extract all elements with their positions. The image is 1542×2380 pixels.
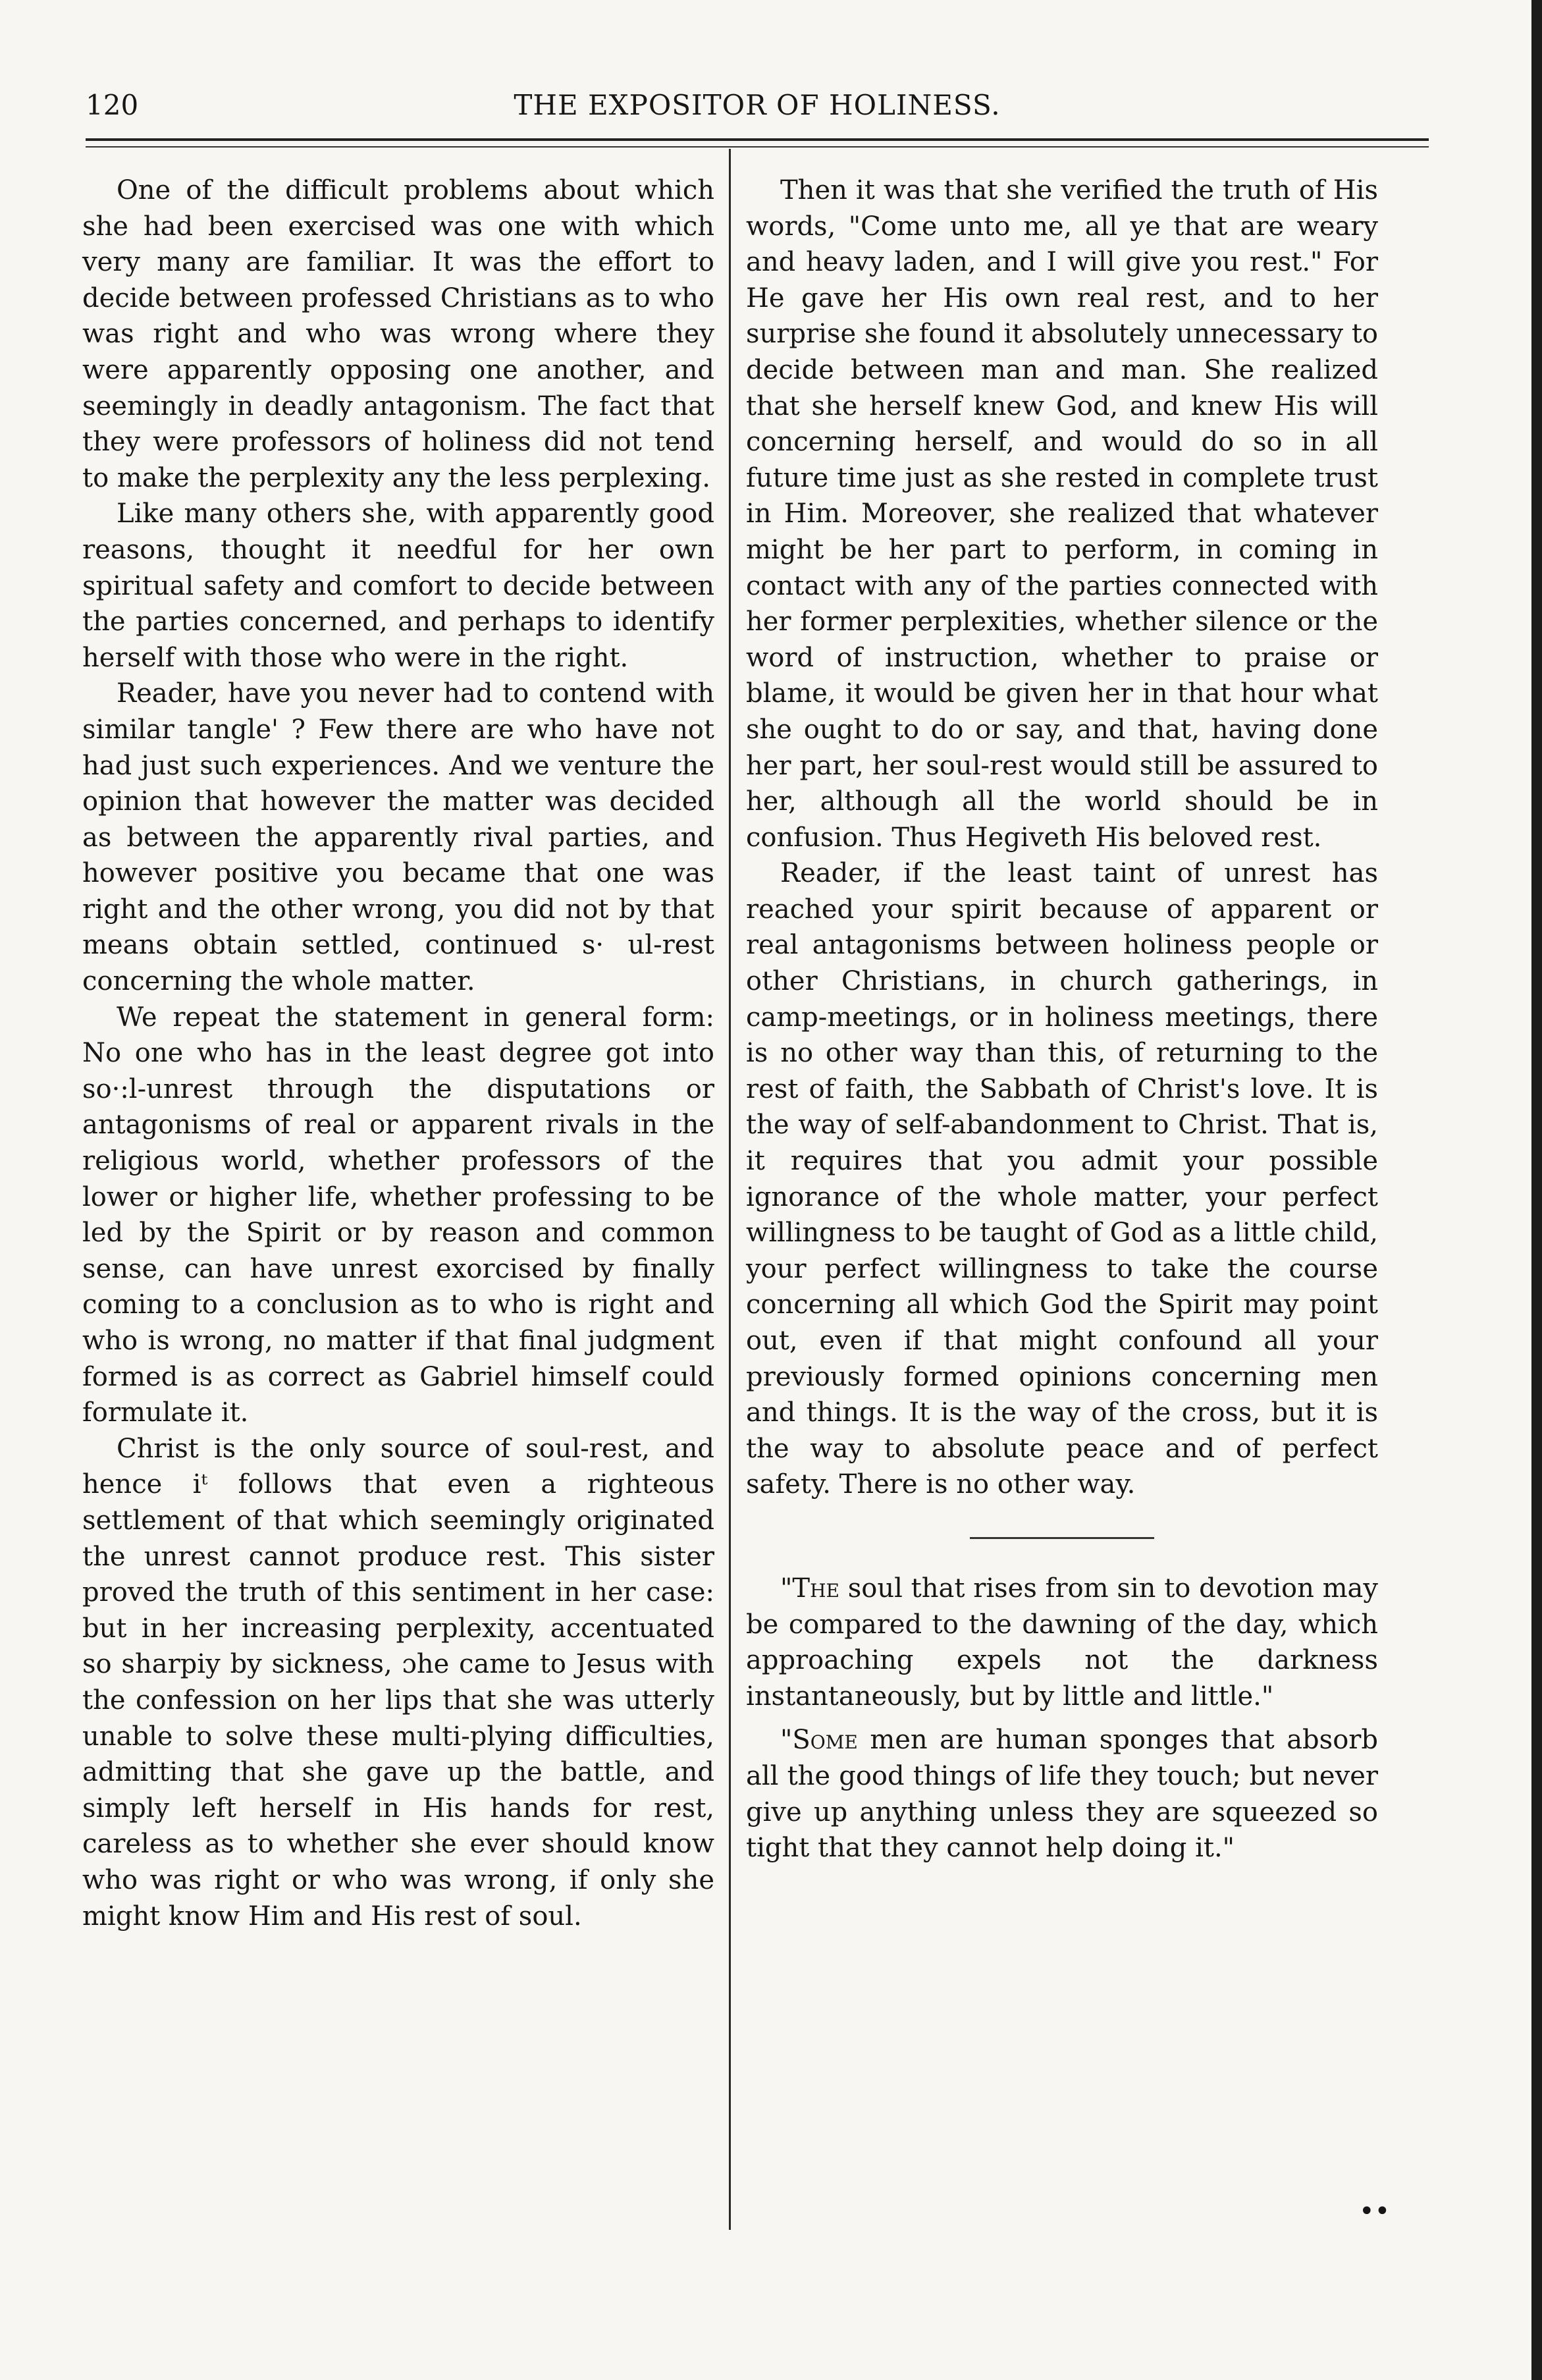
page-number: 120: [86, 89, 139, 121]
section-separator: [970, 1537, 1154, 1539]
running-head: [86, 87, 1429, 133]
paragraph: Like many others she, with apparently good reasons, thought it needful for her own spiritual safety and comfort to decide between the parties concerned, and perhaps to identify herself with those who were in the right.: [82, 499, 714, 673]
quote-lead: "The: [780, 1573, 839, 1604]
quote-paragraph: [746, 1722, 1378, 1866]
paragraph: We repeat the statement in general form: No one who has in the least degree got into so·:l-unrest through the disputations or antagonisms of real or apparent rivals in the religious world, whether professors of the lower or higher life, whether professing to be led by the Spirit or by reason and common sense, can have unrest exorcised by finally coming to a conclusion as to who is right and who is wrong, no matter if that final judgment formed is as correct as Gabriel himself could formulate it.: [82, 1002, 714, 1428]
quote-text: men are human sponges that absorb all the good things of life they touch; but never give up anything unless they are squeezed so tight that they cannot help doing it.": [746, 1725, 1378, 1864]
header-rule: [86, 138, 1429, 141]
left-column: [82, 173, 714, 1934]
quote-lead: "Some: [780, 1725, 858, 1756]
paragraph: Christ is the only source of soul-rest, and hence iᵗ follows that even a righteous settlement of that which seemingly originated the unrest cannot produce rest. This sister proved the truth of this sentiment in her case: but in her increasing perplexity, accentuated so sharpiy by sickness, ɔhe came to Jesus with the confession on her lips that she was utterly unable to solve these multi-plying difficulties, admitting that she gave up the battle, and simply left herself in His hands for rest, careless as to whether she ever should know who was right or who was wrong, if only she might know Him and His rest of soul.: [82, 1433, 714, 1932]
paragraph: Reader, have you never had to contend with similar tangle' ? Few there are who have not had just such experiences. And we venture the opinion that however the matter was decided as between the apparently rival parties, and however positive you became that one was right and the other wrong, you did not by that means obtain settled, continued s· ul-rest concerning the whole matter.: [82, 678, 714, 997]
quote-paragraph: [746, 1571, 1378, 1714]
quote-text: soul that rises from sin to devotion may be compared to the dawning of the day, which approaching expels not the darkness instantaneously, but by little and little.": [746, 1573, 1378, 1712]
page-edge-bar: [1531, 0, 1542, 2380]
footer-dots: ••: [1359, 2196, 1391, 2227]
column-divider: [729, 149, 731, 2230]
paragraph: Reader, if the least taint of unrest has reached your spirit because of apparent or real antagonisms between holiness people or other Christians, in church gatherings, in camp-meetings, or in holiness meetings, there is no other way than this, of returning to the rest of faith, the Sabbath of Christ's love. It is the way of self-abandonment to Christ. That is, it requires that you admit your possible ignorance of the whole matter, your perfect willingness to be taught of God as a little child, your perfect willingness to take the course concerning all which God the Spirit may point out, even if that might confound all your previously formed opinions concerning men and things. It is the way of the cross, but it is the way to absolute peace and of perfect safety. There is no other way.: [746, 858, 1378, 1500]
paragraph: One of the difficult problems about which she had been exercised was one with which very many are familiar. It was the effort to decide between professed Christians as to who was right and who was wrong where they were apparently opposing one another, and seemingly in deadly antagonism. The fact that they were professors of holiness did not tend to make the perplexity any the less perplexing.: [82, 175, 714, 493]
header-rule-thin: [86, 146, 1429, 148]
journal-title: THE EXPOSITOR OF HOLINESS.: [514, 89, 1001, 121]
right-column: [746, 173, 1378, 1874]
paragraph: Then it was that she verified the truth of His words, "Come unto me, all ye that are weary and heavy laden, and I will give you rest." For He gave her His own real rest, and to her surprise she found it absolutely unnecessary to decide between man and man. She realized that she herself knew God, and knew His will concerning herself, and would do so in all future time just as she rested in complete trust in Him. Moreover, she realized that whatever might be her part to perform, in coming in contact with any of the parties connected with her former perplexities, whether silence or the word of instruction, whether to praise or blame, it would be given her in that hour what she ought to do or say, and that, having done her part, her soul-rest would still be assured to her, although all the world should be in confusion. Thus Hegiveth His beloved rest.: [746, 175, 1378, 853]
